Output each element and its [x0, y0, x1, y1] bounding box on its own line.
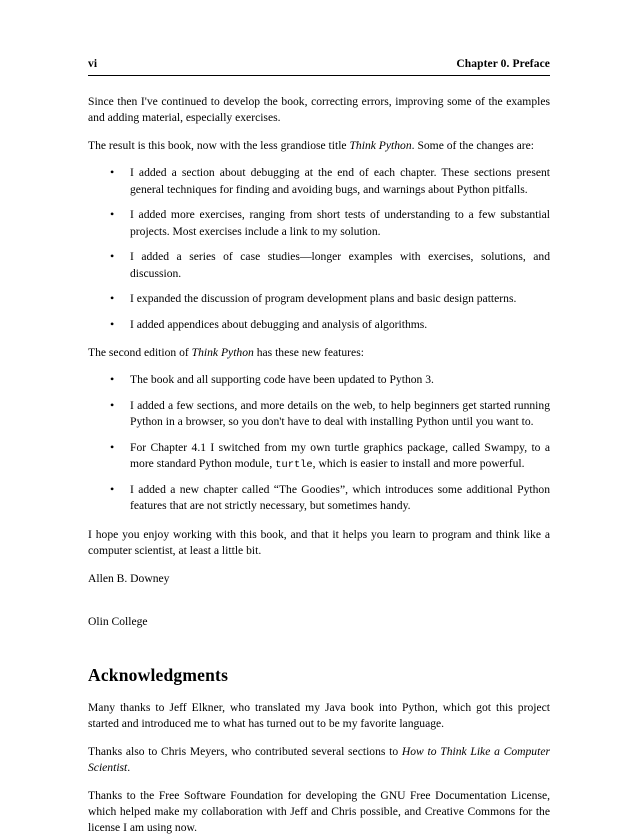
text-segment: Thanks also to Chris Meyers, who contributed several sections to — [88, 744, 402, 758]
code-turtle: turtle — [275, 459, 313, 472]
list-item: • I added appendices about debugging and analysis of algorithms. — [110, 317, 550, 333]
section-heading-acknowledgments: Acknowledgments — [88, 664, 229, 685]
text-segment: . Some of the changes are: — [411, 138, 534, 152]
new-features-list — [88, 372, 550, 514]
list-item: • The book and all supporting code have been updated to Python 3. — [110, 372, 550, 388]
author-name: Allen B. Downey — [88, 571, 170, 585]
running-head — [88, 58, 550, 76]
list-item — [110, 440, 550, 473]
chapter-title: Chapter 0. Preface — [456, 58, 550, 70]
spacer — [88, 598, 550, 614]
page-number: vi — [88, 58, 98, 70]
paragraph-hope-you-enjoy: I hope you enjoy working with this book, and that it helps you learn to program and think like a computer scientist, at least a little bit. — [88, 527, 550, 558]
paragraph-thanks-fsf: Thanks to the Free Software Foundation for developing the GNU Free Documentation License, which helped make my collaboration with Jeff and Chris possible, and Creative Commons for the license I am using now. — [88, 788, 550, 835]
text-segment: . — [127, 761, 131, 775]
text-segment: For Chapter 4.1 I switched from my own turtle graphics package, called Swampy, to a more standard Python module, — [130, 440, 550, 471]
book-title-italic: How to Think Like a Computer Scientist — [88, 744, 550, 775]
text-segment: The second edition of — [88, 345, 192, 359]
paragraph-thanks-chris-meyers — [88, 744, 550, 777]
list-item: • I expanded the discussion of program development plans and basic design patterns. — [110, 291, 550, 307]
book-title-italic: Think Python — [349, 138, 412, 152]
paragraph-since-then: Since then I've continued to develop the book, correcting errors, improving some of the examples and adding material, especially exercises. — [88, 95, 550, 125]
paragraph-second-edition — [88, 345, 550, 361]
author-affiliation: Olin College — [88, 615, 148, 629]
list-item: • I added a new chapter called “The Goodies”, which introduces some additional Python features that are not strictly necessary, but sometimes handy. — [110, 482, 550, 515]
paragraph-result-is-this-book — [88, 138, 550, 154]
text-segment: , which is easier to install and more powerful. — [312, 457, 525, 471]
text-segment: has these new features: — [253, 345, 364, 359]
paragraph-thanks-jeff-elkner: Many thanks to Jeff Elkner, who translated my Java book into Python, which got this project started and introduced me to what has turned out to be my favorite language. — [88, 700, 550, 731]
list-item: • I added a few sections, and more details on the web, to help beginners get started running Python in a browser, so you don't have to deal with installing Python until you want to. — [110, 398, 550, 431]
list-item: • I added a series of case studies—longer examples with exercises, solutions, and discussion. — [110, 249, 550, 282]
list-item: • I added a section about debugging at the end of each chapter. These sections present general techniques for finding and avoiding bugs, and warnings about Python pitfalls. — [110, 165, 550, 198]
book-title-italic: Think Python — [191, 345, 254, 359]
text-segment: The result is this book, now with the less grandiose title — [88, 138, 350, 152]
list-item: • I added more exercises, ranging from short tests of understanding to a few substantial projects. Most exercises include a link to my solution. — [110, 207, 550, 240]
changes-list — [88, 165, 550, 333]
